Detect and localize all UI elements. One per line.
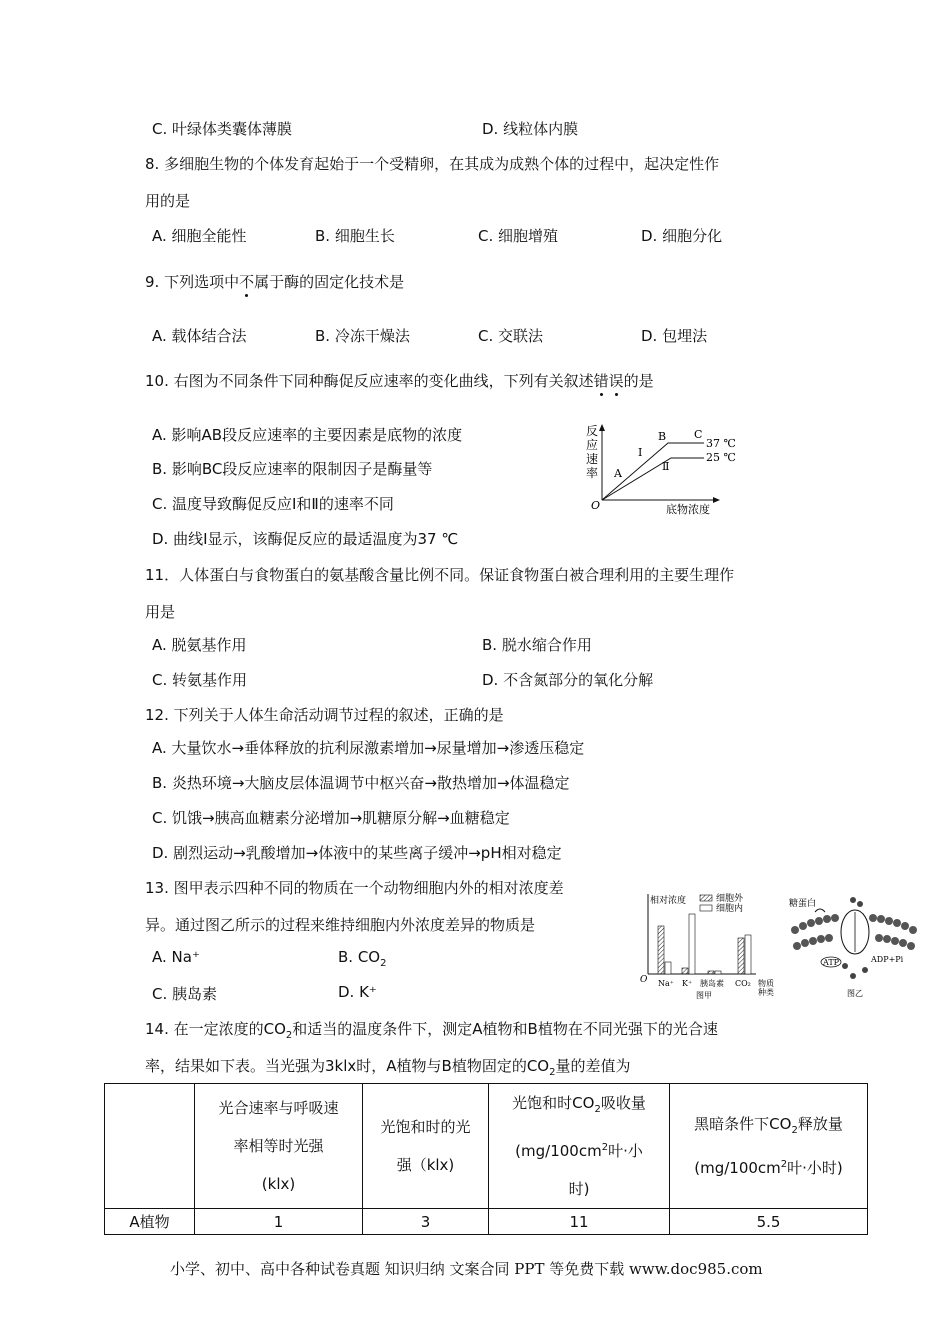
table-cell: 5.5 <box>670 1209 868 1235</box>
q12-option-d: D. 剧烈运动→乳酸增加→体液中的某些离子缓冲→pH相对稳定 <box>152 844 562 862</box>
q11-option-b: B. 脱水缩合作用 <box>482 636 592 654</box>
fig10-temp-2: 25 ℃ <box>706 451 736 464</box>
fig13b-ion <box>850 973 856 979</box>
table-header-row <box>105 1084 868 1209</box>
table-row <box>105 1209 868 1235</box>
fig13b-atp: ATP <box>823 958 840 967</box>
enzyme-rate-figure <box>576 418 756 518</box>
fig13a-cat-k: K⁺ <box>682 979 693 988</box>
q8-option-c: C. 细胞增殖 <box>478 227 559 245</box>
table-header-4-l1-pre: 黑暗条件下CO <box>694 1115 792 1133</box>
fig13b-ion <box>862 967 868 973</box>
q11-option-a: A. 脱氨基作用 <box>152 636 247 654</box>
q7-option-c: C. 叶绿体类囊体薄膜 <box>152 120 293 138</box>
table-header-3-l2 <box>489 1129 669 1170</box>
q13-option-b-text: B. CO <box>338 948 381 966</box>
fig13a-origin: O <box>640 975 648 985</box>
q10-stem <box>145 370 654 391</box>
q14-stem-line2 <box>145 1055 631 1078</box>
table-header-blank <box>105 1084 195 1209</box>
q14-line1-sub: 2 <box>285 1030 293 1041</box>
q11-option-d: D. 不含氮部分的氧化分解 <box>482 671 654 689</box>
q10-option-a: A. 影响AB段反应速率的主要因素是底物的浓度 <box>152 426 463 444</box>
fig13a-y-label: 相对浓度 <box>650 896 687 906</box>
table-cell: 11 <box>489 1209 670 1235</box>
table-cell: 1 <box>195 1209 363 1235</box>
table-header-3-l2-sup: 2 <box>601 1142 609 1153</box>
fig13a-x-label-2: 种类 <box>758 988 774 997</box>
fig13a-caption: 图甲 <box>696 991 712 1000</box>
q8-option-d: D. 细胞分化 <box>641 227 723 245</box>
bar-outside-2 <box>708 971 714 974</box>
q10-option-b: B. 影响BC段反应速率的限制因子是酶量等 <box>152 460 433 478</box>
q12-stem: 12. 下列关于人体生命活动调节过程的叙述，正确的是 <box>145 706 504 724</box>
fig13b-membrane <box>785 890 925 1002</box>
fig13b-ion <box>850 897 856 903</box>
fig13a-legend-out-swatch <box>700 895 712 901</box>
q10-stem-post: 的是 <box>623 372 654 390</box>
table-header-1 <box>195 1084 363 1209</box>
fig10-y-label-1: 反 <box>586 424 599 438</box>
q11-stem-line1: 11．人体蛋白与食物蛋白的氨基酸含量比例不同。保证食物蛋白被合理利用的主要生理作 <box>145 566 735 584</box>
bar-outside-1 <box>682 968 688 974</box>
fig10-x-label: 底物浓度 <box>666 503 710 516</box>
fig13a-cat-insulin: 胰岛素 <box>700 979 724 988</box>
q14-line1-post: 和适当的温度条件下，测定A植物和B植物在不同光强下的光合速 <box>292 1020 718 1038</box>
q9-stem <box>145 271 404 292</box>
bar-inside-3 <box>745 935 751 974</box>
fig10-y-label-3: 速 <box>586 452 599 466</box>
q13-stem-line2: 异。通过图乙所示的过程来维持细胞内外浓度差异的物质是 <box>145 916 536 934</box>
table-header-1-l1: 光合速率与呼吸速 <box>218 1099 339 1117</box>
table-header-3-l1-sub: 2 <box>594 1104 601 1115</box>
q13-option-b <box>338 948 386 969</box>
page-footer: 小学、初中、高中各种试卷真题 知识归纳 文案合同 PPT 等免费下载 www.doc985.com <box>170 1260 763 1278</box>
table-header-3-l1-post: 吸收量 <box>600 1094 646 1112</box>
fig10-point-c: C <box>694 428 703 441</box>
q14-line2-pre: 率，结果如下表。当光强为3klx时，A植物与B植物固定的CO <box>145 1057 550 1075</box>
table-header-2 <box>363 1084 489 1209</box>
q10-emphasis-1: 错 <box>593 372 609 390</box>
table-header-3-l3: 时) <box>568 1180 590 1198</box>
q9-option-c: C. 交联法 <box>478 327 544 345</box>
fig13a-cat-co2: CO₂ <box>735 979 751 988</box>
q9-stem-pre: 9. 下列选项中 <box>145 273 240 291</box>
table-header-3-l1-pre: 光饱和时CO <box>512 1094 595 1112</box>
q9-stem-post: 属于酶的固定化技术是 <box>254 273 405 291</box>
table-header-1-l3: (klx) <box>261 1175 296 1193</box>
fig10-origin: O <box>591 499 601 512</box>
q10-stem-pre: 10. 右图为不同条件下同种酶促反应速率的变化曲线，下列有关叙述 <box>145 372 594 390</box>
q12-option-c: C. 饥饿→胰高血糖素分泌增加→肌糖原分解→血糖稳定 <box>152 809 510 827</box>
fig10-y-arrow <box>599 424 605 431</box>
table-header-4-l2-pre: (mg/100cm <box>694 1159 781 1177</box>
q9-option-d: D. 包埋法 <box>641 327 708 345</box>
fig10-x-arrow <box>713 497 720 503</box>
q14-table <box>104 1083 868 1235</box>
table-header-4-l2-sup: 2 <box>780 1159 788 1170</box>
q11-stem-line2: 用是 <box>145 603 176 621</box>
q13-option-c: C. 胰岛素 <box>152 985 218 1003</box>
q11-option-c: C. 转氨基作用 <box>152 671 248 689</box>
q13-stem-line1: 13. 图甲表示四种不同的物质在一个动物细胞内外的相对浓度差 <box>145 879 564 897</box>
table-header-4-l2-post: 叶·小时) <box>787 1159 843 1177</box>
q13-option-d: D. K⁺ <box>338 983 377 1001</box>
fig13a-bars <box>658 914 751 974</box>
table-header-4-l1-sub: 2 <box>791 1125 798 1136</box>
q12-option-b: B. 炎热环境→大脑皮层体温调节中枢兴奋→散热增加→体温稳定 <box>152 774 570 792</box>
table-header-2-l1: 光饱和时的光 <box>380 1118 471 1136</box>
bar-outside-3 <box>738 938 744 974</box>
fig10-temp-1: 37 ℃ <box>706 437 736 450</box>
q9-emphasis: 不 <box>239 273 255 291</box>
fig10-curve-2-label: Ⅱ <box>662 460 670 473</box>
q12-option-a: A. 大量饮水→垂体释放的抗利尿激素增加→尿量增加→渗透压稳定 <box>152 739 585 757</box>
q8-option-a: A. 细胞全能性 <box>152 227 247 245</box>
fig13a-legend-in-swatch <box>700 905 712 911</box>
q8-stem-line1: 8. 多细胞生物的个体发育起始于一个受精卵，在其成为成熟个体的过程中，起决定性作 <box>145 155 720 173</box>
table-cell: 3 <box>363 1209 489 1235</box>
fig10-point-b: B <box>658 430 667 443</box>
table-header-3-l2-post: 叶·小 <box>608 1142 643 1160</box>
fig10-curve-1-label: Ⅰ <box>638 446 643 459</box>
bar-inside-1 <box>689 914 695 974</box>
fig13b-adp: ADP+Pi <box>871 955 904 964</box>
q10-emphasis-2: 误 <box>608 372 624 390</box>
table-header-3 <box>489 1084 670 1209</box>
q14-line1-pre: 14. 在一定浓度的CO <box>145 1020 286 1038</box>
q8-option-b: B. 细胞生长 <box>315 227 395 245</box>
bar-outside-0 <box>658 926 664 974</box>
fig13b-protein-label: 糖蛋白 <box>789 899 817 909</box>
table-header-4-l1 <box>670 1107 867 1148</box>
q14-line2-post: 量的差值为 <box>555 1057 631 1075</box>
table-header-4 <box>670 1084 868 1209</box>
table-header-1-l2: 率相等时光强 <box>233 1137 324 1155</box>
q13-option-b-sub: 2 <box>380 958 387 969</box>
table-header-4-l2 <box>670 1148 867 1185</box>
fig10-point-a: A <box>614 467 622 480</box>
table-header-3-l2-pre: (mg/100cm <box>515 1142 602 1160</box>
fig13b-ion <box>842 963 848 969</box>
q14-stem-line1 <box>145 1018 718 1041</box>
q9-option-a: A. 载体结合法 <box>152 327 247 345</box>
fig13a-cat-na: Na⁺ <box>658 979 674 988</box>
table-header-2-l2: 强（klx) <box>396 1156 455 1174</box>
q13-option-a: A. Na⁺ <box>152 948 200 966</box>
q14-line2-sub: 2 <box>549 1067 556 1078</box>
fig13a-legend-out: 细胞外 <box>716 894 744 904</box>
fig13b-caption: 图乙 <box>847 989 863 998</box>
fig13a-x-label-1: 物质 <box>758 979 774 988</box>
fig13b-ion <box>857 901 863 907</box>
q9-option-b: B. 冷冻干燥法 <box>315 327 410 345</box>
table-row-label: A植物 <box>105 1209 195 1235</box>
fig13b-sugar-chain <box>815 909 825 912</box>
table-header-4-l1-post: 释放量 <box>797 1115 843 1133</box>
q10-option-c: C. 温度导致酶促反应Ⅰ和Ⅱ的速率不同 <box>152 495 394 513</box>
fig13a-chart <box>638 890 783 1002</box>
bar-inside-0 <box>665 962 671 974</box>
fig13a-legend-in: 细胞内 <box>716 904 744 914</box>
q8-stem-line2: 用的是 <box>145 192 191 210</box>
bar-inside-2 <box>715 971 721 974</box>
fig10-y-label-2: 应 <box>586 438 599 452</box>
q7-option-d: D. 线粒体内膜 <box>482 120 579 138</box>
fig10-y-label-4: 率 <box>586 466 599 480</box>
table-header-3-l1 <box>489 1084 669 1129</box>
q10-option-d: D. 曲线Ⅰ显示，该酶促反应的最适温度为37 ℃ <box>152 530 459 548</box>
